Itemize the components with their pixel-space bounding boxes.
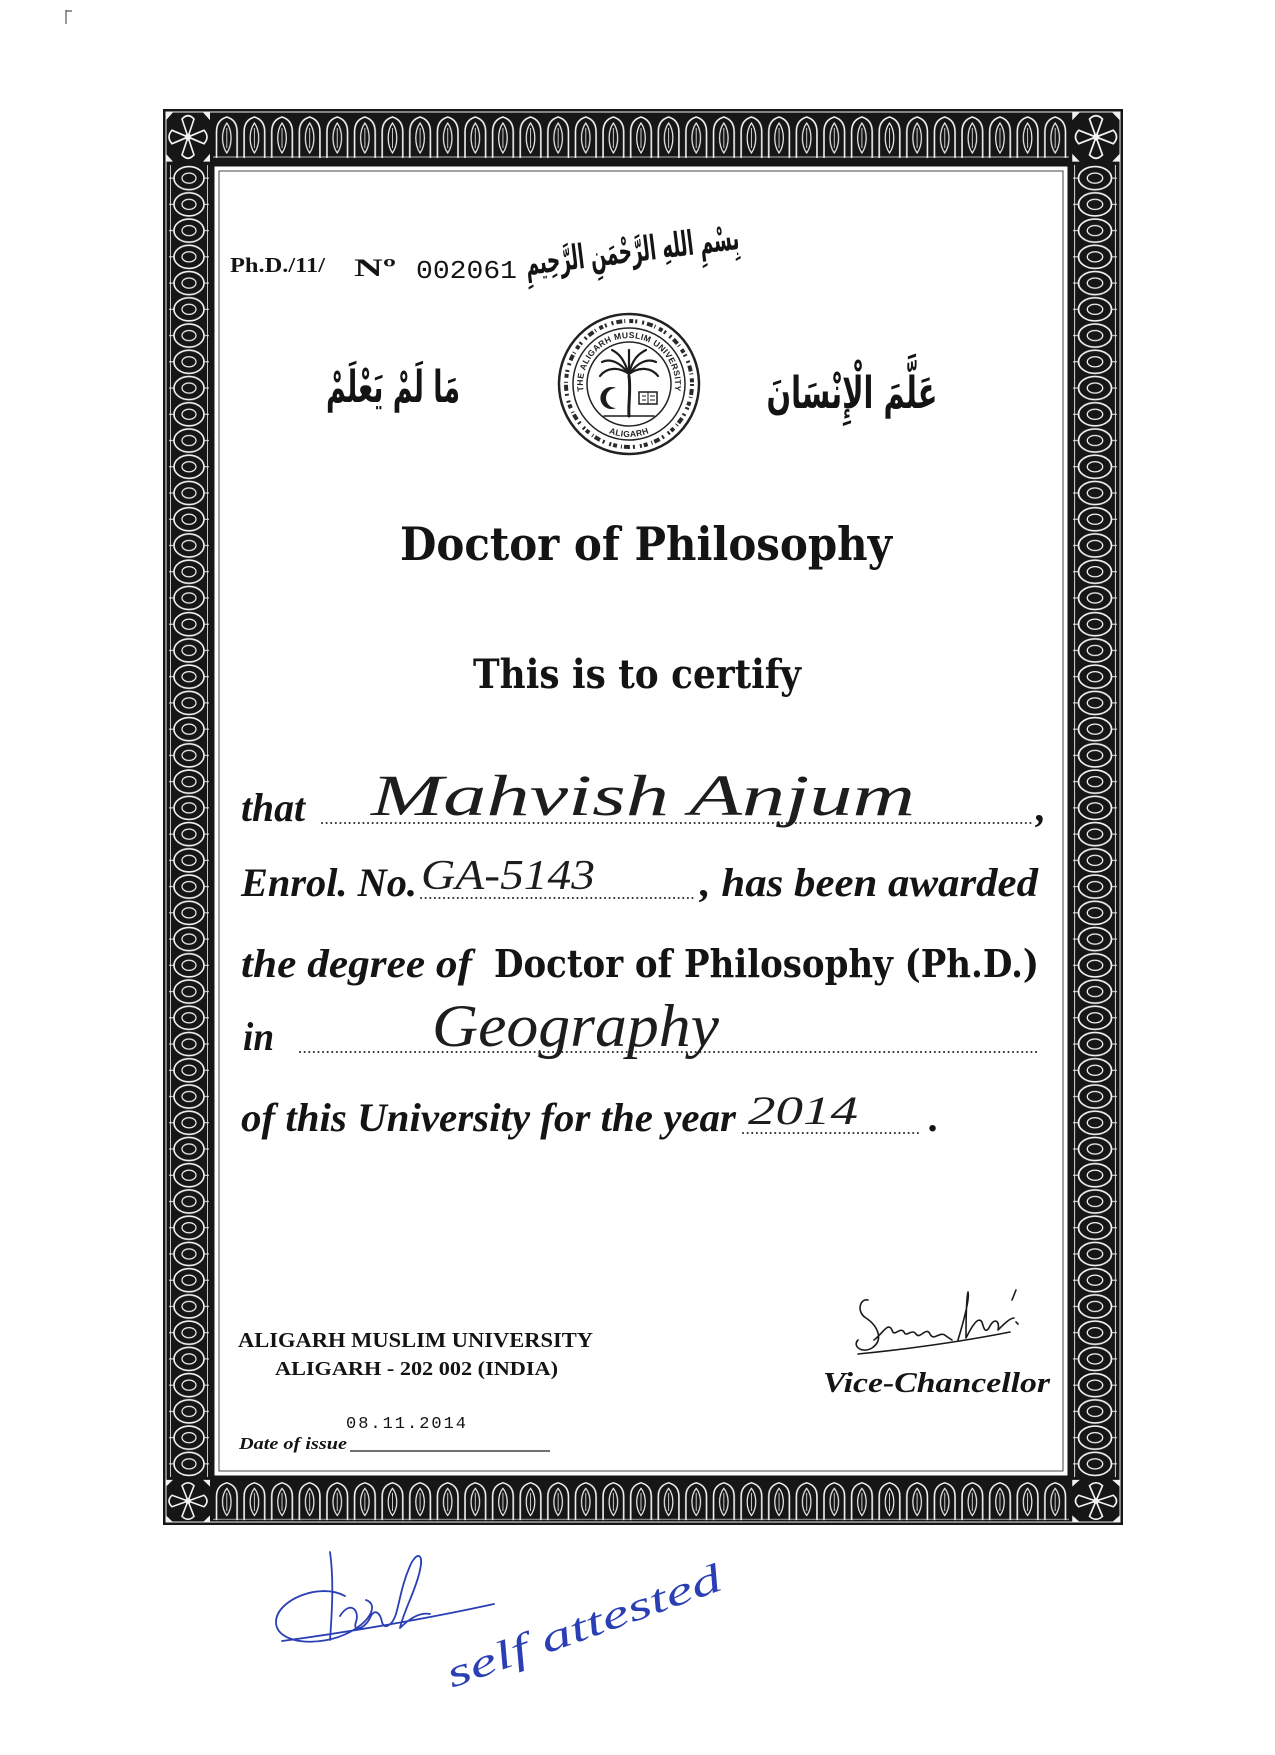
enrolment-suffix: , has been awarded: [698, 860, 1040, 905]
reference-prefix: Ph.D./11/: [230, 253, 327, 277]
motto-right: عَلَّمَ الْإِنْسَانَ: [766, 368, 1028, 419]
subject-label: in: [243, 1014, 274, 1059]
university-name: ALIGARH MUSLIM UNIVERSITY: [238, 1328, 593, 1352]
border-right-band: [1073, 165, 1117, 1477]
seal-ring-text: THE ALIGARH MUSLIM UNIVERSITY: [574, 329, 684, 393]
enrolment-number: GA-5143: [421, 853, 595, 899]
year-line: [241, 1088, 939, 1140]
degree-name: Doctor of Philosophy (Ph.D.): [494, 941, 1039, 986]
university-seal: [559, 314, 699, 454]
bismillah-calligraphy: بِسْمِ اللهِ الرَّحْمَنِ الرَّحِيمِ: [522, 195, 928, 284]
serial-number: 002061: [416, 256, 517, 286]
border-left-band: [169, 165, 209, 1477]
number-label: Nº: [354, 255, 396, 282]
recipient-suffix: ,: [1036, 785, 1046, 830]
degree-line: [241, 941, 1039, 986]
border-corner-bottom-right: [1069, 1477, 1123, 1525]
motto-left: مَا لَمْ يَعْلَمْ: [326, 362, 546, 413]
border-corner-bottom-left: [163, 1477, 213, 1525]
date-of-issue-value: 08.11.2014: [346, 1415, 466, 1434]
recipient-name: Mahvish Anjum: [369, 763, 915, 828]
year-label: of this University for the year: [241, 1095, 737, 1140]
attestation-note: self attested: [439, 1589, 634, 1697]
certify-heading: This is to certify: [473, 651, 803, 698]
subject-name: Geography: [432, 993, 720, 1059]
border-corner-top-left: [163, 109, 213, 165]
recipient-label: that: [241, 785, 307, 830]
vice-chancellor-title: Vice-Chancellor: [823, 1368, 1052, 1399]
border-top-band: [213, 115, 1069, 159]
degree-label: the degree of: [241, 941, 476, 986]
university-postal-address: ALIGARH - 202 002 (INDIA): [275, 1358, 558, 1380]
seal-bottom-text: ALIGARH: [608, 425, 650, 440]
enrolment-label: Enrol. No.: [239, 860, 417, 905]
award-year: 2014: [748, 1088, 858, 1133]
certificate-title: Doctor of Philosophy: [400, 517, 894, 571]
date-of-issue-label: Date of issue: [237, 1434, 348, 1453]
border-bottom-band: [213, 1481, 1069, 1521]
border-corner-top-right: [1069, 109, 1123, 165]
year-suffix: .: [929, 1095, 939, 1140]
